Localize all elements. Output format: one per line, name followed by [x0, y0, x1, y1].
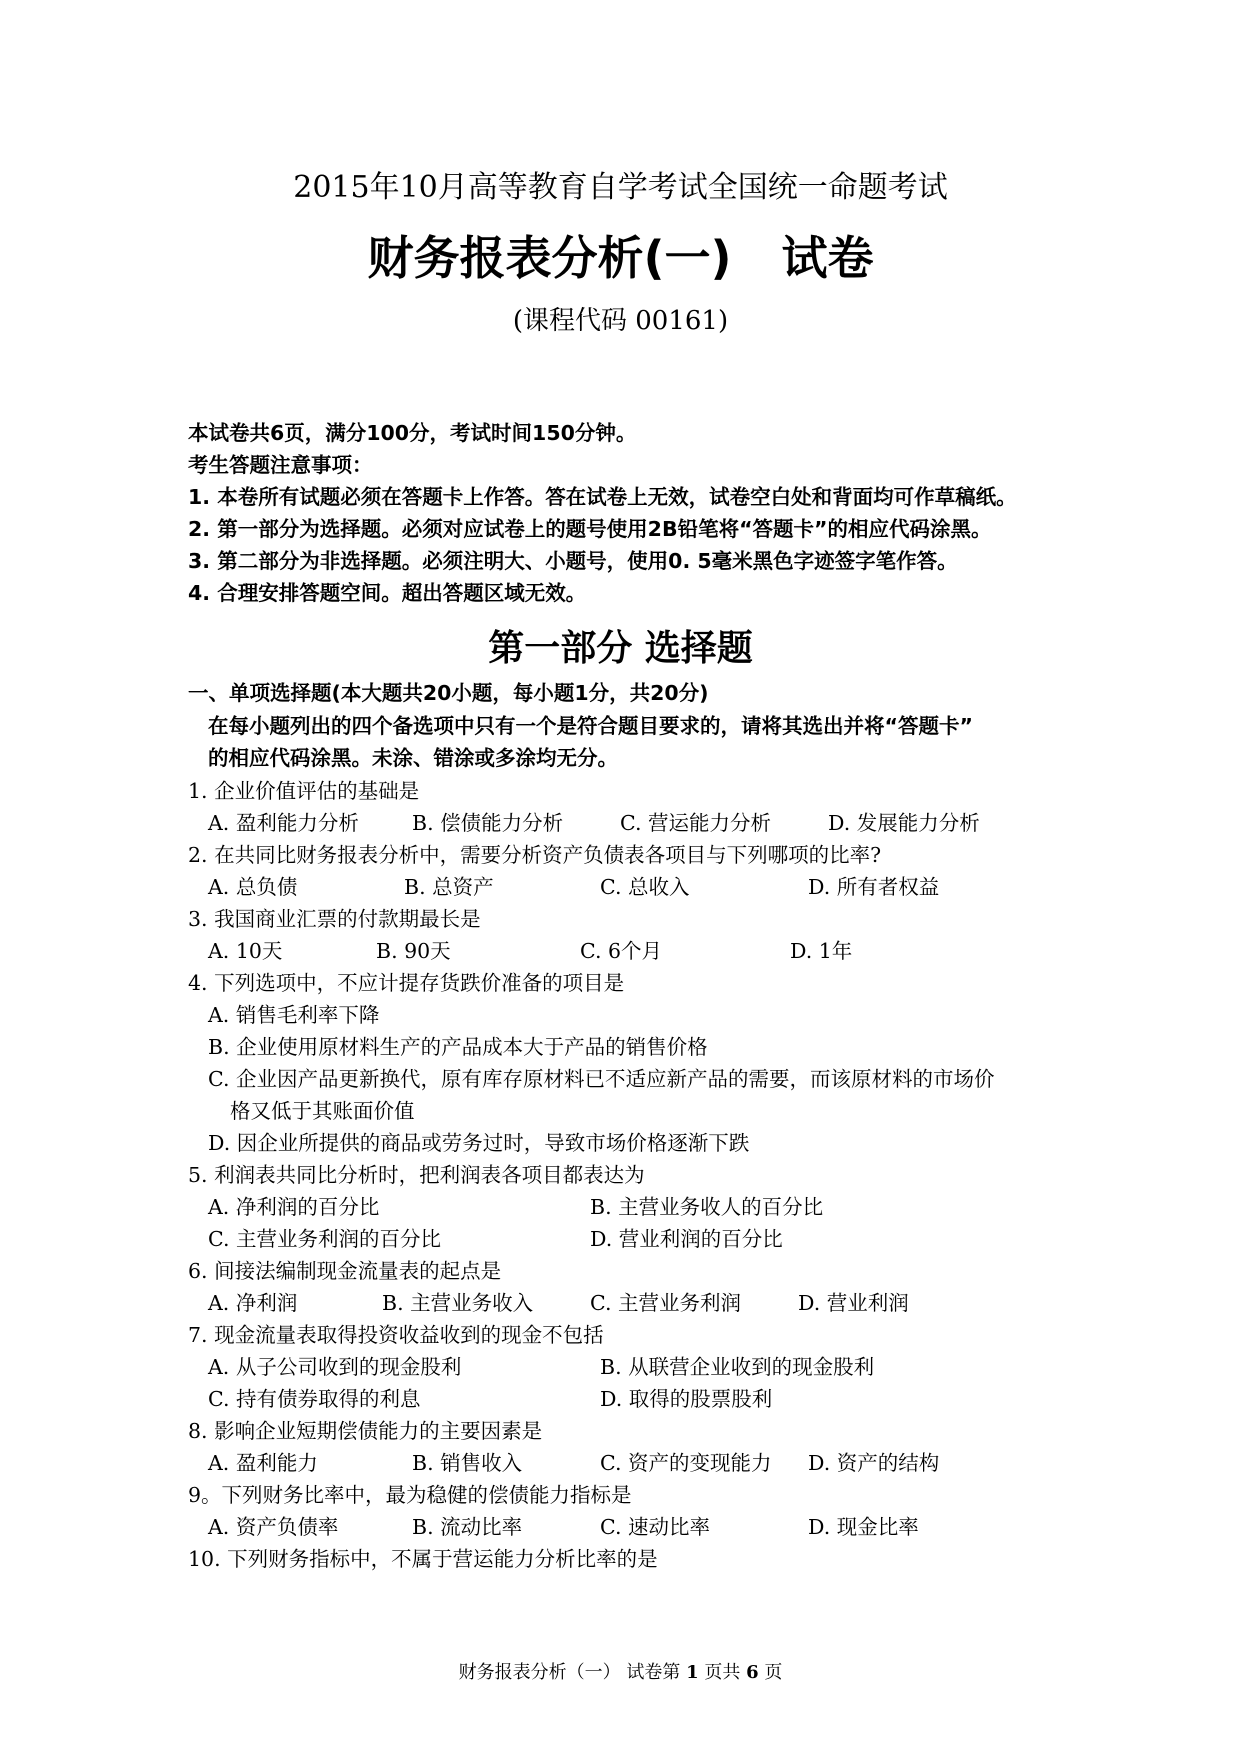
question-stem: 8. 影响企业短期偿债能力的主要因素是 [188, 1419, 543, 1443]
option-b: B. 主营业务收入 [382, 1291, 534, 1315]
option-d: D. 1年 [790, 939, 853, 963]
option-a: A. 盈利能力 [208, 1451, 318, 1475]
notes-intro: 本试卷共6页，满分100分，考试时间150分钟。 [188, 421, 637, 445]
question-stem: 2. 在共同比财务报表分析中，需要分析资产负债表各项目与下列哪项的比率? [188, 843, 882, 867]
option-a: A. 盈利能力分析 [208, 811, 359, 835]
option-a: A. 销售毛利率下降 [208, 1003, 380, 1027]
option-d: D. 发展能力分析 [828, 811, 980, 835]
option-c: C. 主营业务利润 [590, 1291, 741, 1315]
question-stem: 5. 利润表共同比分析时，把利润表各项目都表达为 [188, 1163, 645, 1187]
question-stem: 7. 现金流量表取得投资收益收到的现金不包括 [188, 1323, 604, 1347]
question-stem: 3. 我国商业汇票的付款期最长是 [188, 907, 481, 931]
exam-header-line: 2015年10月高等教育自学考试全国统一命题考试 [293, 170, 948, 205]
notes-heading: 考生答题注意事项： [188, 453, 373, 477]
option-b: B. 主营业务收人的百分比 [590, 1195, 824, 1219]
option-c-continued: 格又低于其账面价值 [230, 1099, 415, 1123]
section-instructions: 的相应代码涂黑。未涂、错涂或多涂均无分。 [208, 746, 618, 770]
option-a: A. 净利润 [208, 1291, 298, 1315]
exam-title-subject: 财务报表分析(一) [367, 231, 732, 285]
option-d: D. 资产的结构 [808, 1451, 940, 1475]
option-c: C. 持有债券取得的利息 [208, 1387, 421, 1411]
part-title: 第一部分 选择题 [488, 628, 753, 669]
footer-total-pages: 6 [746, 1662, 759, 1683]
course-code: (课程代码 00161) [512, 306, 729, 336]
option-b: B. 企业使用原材料生产的产品成本大于产品的销售价格 [208, 1035, 708, 1059]
footer-prefix: 财务报表分析（一） 试卷第 [458, 1662, 681, 1683]
option-c: C. 资产的变现能力 [600, 1451, 772, 1475]
notes-item: 3. 第二部分为非选择题。必须注明大、小题号，使用0. 5毫米黑色字迹签字笔作答。 [188, 549, 958, 573]
option-d: D. 营业利润的百分比 [590, 1227, 783, 1251]
option-a: A. 资产负债率 [208, 1515, 339, 1539]
notes-item: 4. 合理安排答题空间。超出答题区域无效。 [188, 581, 587, 605]
option-b: B. 流动比率 [412, 1515, 523, 1539]
option-b: B. 销售收入 [412, 1451, 523, 1475]
option-b: B. 90天 [376, 939, 451, 963]
option-b: B. 总资产 [404, 875, 494, 899]
option-c: C. 主营业务利润的百分比 [208, 1227, 441, 1251]
option-a: A. 10天 [208, 939, 283, 963]
option-a: A. 从子公司收到的现金股利 [208, 1355, 462, 1379]
option-d: D. 因企业所提供的商品或劳务过时，导致市场价格逐渐下跌 [208, 1131, 750, 1155]
option-d: D. 营业利润 [798, 1291, 909, 1315]
footer-page-number: 1 [686, 1662, 699, 1683]
question-stem: 1. 企业价值评估的基础是 [188, 779, 420, 803]
question-stem: 10. 下列财务指标中，不属于营运能力分析比率的是 [188, 1547, 658, 1571]
footer-suffix: 页 [764, 1662, 783, 1683]
section-instructions: 在每小题列出的四个备选项中只有一个是符合题目要求的，请将其选出并将“答题卡” [208, 714, 973, 738]
exam-title-paper: 试卷 [781, 231, 874, 285]
question-stem: 4. 下列选项中，不应计提存货跌价准备的项目是 [188, 971, 625, 995]
option-b: B. 偿债能力分析 [412, 811, 564, 835]
option-c: C. 速动比率 [600, 1515, 710, 1539]
option-b: B. 从联营企业收到的现金股利 [600, 1355, 875, 1379]
page-footer [0, 1658, 1241, 1684]
section-title: 一、单项选择题(本大题共20小题，每小题1分，共20分) [188, 681, 709, 705]
option-c: C. 企业因产品更新换代，原有库存原材料已不适应新产品的需要，而该原材料的市场价 [208, 1067, 995, 1091]
option-a: A. 总负债 [208, 875, 298, 899]
option-c: C. 6个月 [580, 939, 663, 963]
option-d: D. 所有者权益 [808, 875, 940, 899]
option-c: C. 总收入 [600, 875, 690, 899]
option-c: C. 营运能力分析 [620, 811, 771, 835]
option-d: D. 取得的股票股利 [600, 1387, 773, 1411]
exam-title [0, 222, 1241, 288]
footer-middle: 页共 [704, 1662, 741, 1683]
notes-item: 2. 第一部分为选择题。必须对应试卷上的题号使用2B铅笔将“答题卡”的相应代码涂黑。 [188, 517, 992, 541]
question-stem: 9。下列财务比率中，最为稳健的偿债能力指标是 [188, 1483, 632, 1507]
option-d: D. 现金比率 [808, 1515, 919, 1539]
option-a: A. 净利润的百分比 [208, 1195, 380, 1219]
notes-item: 1. 本卷所有试题必须在答题卡上作答。答在试卷上无效，试卷空白处和背面均可作草稿纸。 [188, 485, 1017, 509]
question-stem: 6. 间接法编制现金流量表的起点是 [188, 1259, 502, 1283]
